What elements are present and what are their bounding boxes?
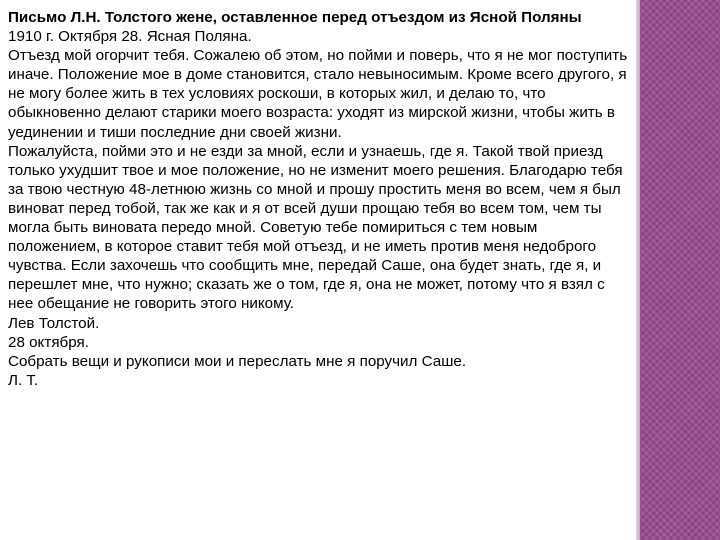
postscript-signature: Л. Т.	[8, 371, 39, 389]
letter-date-line: 1910 г. Октября 28. Ясная Поляна.	[8, 28, 252, 46]
postscript-text: Собрать вещи и рукописи мои и переслать мне я поручил Саше.	[8, 352, 467, 370]
postscript-date: 28 октября.	[8, 333, 89, 351]
letter-text-block	[8, 8, 630, 390]
letter-signature: Лев Толстой.	[8, 314, 100, 332]
letter-title: Письмо Л.Н. Толстого жене, оставленное перед отъездом из Ясной Поляны	[8, 9, 582, 26]
decorative-side-panel	[640, 0, 720, 540]
letter-paragraph-1: Отъезд мой огорчит тебя. Сожалею об этом, но пойми и поверь, что я не мог поступить иначе. Положение мое в доме становится, стало невыносимым. Кроме всего другого, я не могу более жить в тех условиях роскоши, в которых жил, и делаю то, что обыкновенно делают старики моего возраста: уходят из мирской жизни, чтобы жить в уединении и тиши последние дни своей жизни.	[8, 47, 628, 141]
letter-paragraph-2: Пожалуйста, пойми это и не езди за мной, если и узнаешь, где я. Такой твой приезд только ухудшит твое и мое положение, но не изменит моего решения. Благодарю тебя за твою честную 48-летнюю жизнь со мной и прошу простить меня во всем, чем я был виноват перед тобой, так же как и я от всей души прощаю тебя во всем том, чем ты могла быть виновата передо мной. Советую тебе помириться с тем новым положением, в которое ставит тебя мой отъезд, и не иметь против меня недоброго чувства. Если захочешь что сообщить мне, передай Саше, она будет знать, где я, и перешлет мне, что нужно; сказать же о том, где я, она не может, потому что я взял с нее обещание не говорить этого никому.	[8, 142, 623, 313]
